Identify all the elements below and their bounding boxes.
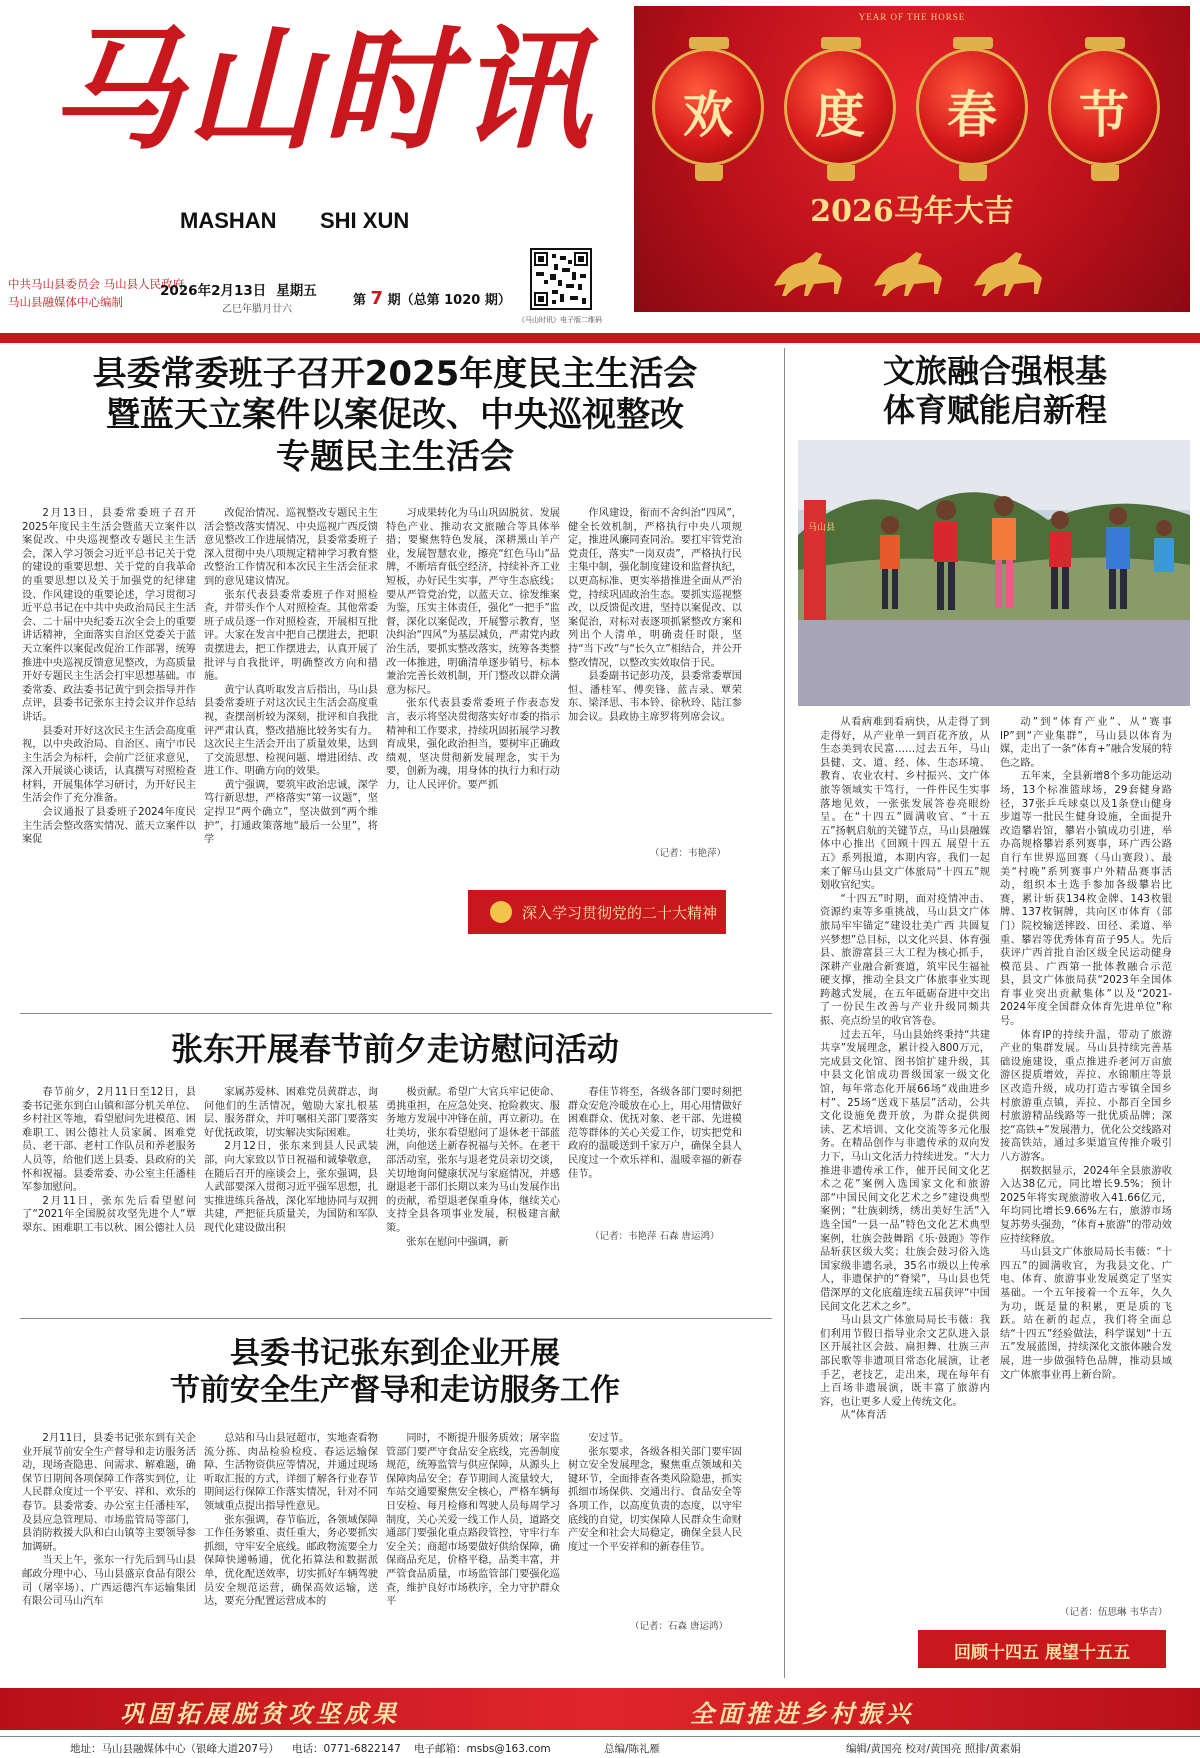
- article3-title[interactable]: [20, 1336, 770, 1409]
- article-divider-1: [20, 1013, 772, 1014]
- lantern-1: [652, 48, 764, 166]
- spring-festival-banner: [634, 6, 1190, 312]
- article3-col1: [22, 1432, 196, 1680]
- article3-title-line1: 县委书记张东到企业开展: [230, 1336, 560, 1371]
- spirit-tag-text: 深入学习贯彻党的二十大精神: [522, 904, 718, 922]
- paragraph: 马山县文广体旅局局长韦薇：“十四五”的圆满收官，为我县文化、广电、体育、旅游事业发展奠定了坚实基础。一个五年接着一个五年，久久为功，既是量的积累，更是质的飞跃。站在新的起点，我们将全面总结“十四五”经验做法，科学谋划“十五五”发展蓝图，持续深化文旅体融合发展，进一步做强特色品牌，推动县域文广体旅事业再上新台阶。: [1000, 1247, 1172, 1381]
- paragraph: 县委副书记彭功茂，县委常委覃国恒、潘桂军、傅奕锋、蓝吉录、覃荣东、梁泽思、韦本铃、徐秋玲、陆江参加会议。县政协主席罗将列席会议。: [568, 671, 742, 723]
- article2-col1: [22, 1086, 196, 1306]
- banner-top-text: YEAR OF THE HORSE: [858, 12, 966, 22]
- paragraph: 会议通报了县委班子2024年度民主生活会整改落实情况、蓝天立案件以案促: [22, 807, 196, 846]
- article4-byline: （记者：伍思琳 韦华吉）: [1060, 1607, 1168, 1618]
- paragraph: 黄宁认真听取发言后指出，马山县县委常委班子对这次民主生活会高度重视，查摆剖析较为深刻，批评和自我批评严肃认真，整改措施比较务实有力。这次民主生活会开出了质量效果，达到了交流思想、检视问题、增进团结、改进工作、明确方向的效果。: [204, 684, 378, 778]
- article4-title[interactable]: [800, 352, 1190, 430]
- article4-col1: [820, 716, 990, 1676]
- issue-number: 7: [370, 288, 384, 309]
- weekday: 星期五: [276, 283, 317, 299]
- article2-col4: [568, 1086, 742, 1226]
- paragraph: 张东代表县委常委班子作表态发言，表示将坚决贯彻落实好市委的指示精神和工作要求，持续巩固拓展学习教育成果，强化政治担当，要树牢正确政绩观，坚决贯彻新发展理念，实干为要，创新为魂，用身体的执行力和行动力，让人民评价。要严抓: [386, 698, 560, 791]
- paragraph: 2月11日，县委书记张东到有关企业开展节前安全生产督导和走访服务活动，现场查隐患、问需求、解难题，确保节日期间各项保障工作落实到位，让人民群众度过一个平安、祥和、欢乐的春节。县委常委、办公室主任潘桂军，及县应急管理局、市场监管局等部门，县消防救援大队和白山镇等主要领导参加调研。: [22, 1433, 196, 1553]
- paragraph: “十四五”时期，面对疫情冲击、资源约束等多重挑战，马山县文广体旅局牢牢锚定“建设壮美广西 共圆复兴梦想”总目标，以文化兴县、体育强县、旅游富县三大工程为核心抓手，深耕产业融合新赛道，筑牢民生福祉硬支撑，推动全县文广体旅事业实现跨越式发展，在五年砥砺奋进中交出了一份民生改善与产业升级同频共振、亮点纷呈的收官答卷。: [820, 893, 990, 1028]
- article2-col3: [386, 1086, 560, 1306]
- footer-email[interactable]: 电子邮箱：msbs@163.com: [414, 1743, 551, 1755]
- article1-title-line1: 县委常委班子召开2025年度民主生活会: [92, 354, 698, 394]
- article1-col3: [386, 507, 560, 887]
- footer-editors: 编辑/黄国亮 校对/黄国亮 照排/黄素娟: [846, 1743, 1021, 1755]
- issue-date: 2026年2月13日: [160, 283, 267, 299]
- lantern-char-4: 节: [1079, 85, 1129, 144]
- article2-col2: [204, 1086, 378, 1306]
- article3-col4: [568, 1432, 742, 1612]
- article4-title-line2: 体育赋能启新程: [882, 391, 1107, 430]
- paragraph: 春佳节将至，各级各部门要时刻把群众安危冷暖放在心上，用心用情做好困难群众、优抚对象、老干部、先进模范等群体的关心关爱工作，切实把党和政府的温暖送到千家万户，确保全县人民度过一个欢乐祥和、温暖幸福的新春佳节。: [568, 1087, 742, 1180]
- review-tag[interactable]: [918, 1630, 1166, 1668]
- paragraph: 安过节。: [588, 1433, 630, 1444]
- article1-col4: [568, 507, 742, 837]
- paragraph: 体育IP的持续升温，带动了旅游产业的集群发展。马山县持续完善基础设施建设，重点推进乔老河万亩旅游区提质增效，弄拉、水锦顺庄等景区改造升级，成功打造古零镇全国乡村旅游重点镇，弄拉、小都百全国乡村旅游精品线路等一批优质品牌；深挖“高铁+”发展潜力，优化公交线路对接高铁站，通过多渠道宣传推介吸引八方游客。: [1000, 1029, 1172, 1163]
- paragraph: 张东要求，各级各相关部门要牢固树立安全发展理念，聚焦重点领域和关键环节，全面排查各类风险隐患，抓实抓细市场保供、交通出行、食品安全等各项工作，以高度负责的态度，以守牢底线的自觉，切实保障人民群众生命财产安全和社会大局稳定，确保全县人民度过一个平安祥和的新春佳节。: [568, 1446, 742, 1553]
- lantern-4: [1048, 48, 1160, 166]
- pinyin-mashan: MASHAN: [180, 208, 277, 233]
- slogan-bar: [0, 1688, 1200, 1730]
- article1-col1: [22, 507, 196, 1007]
- footer-address: 地址：马山县融媒体中心（银峰大道207号）: [70, 1743, 280, 1755]
- paragraph: 2月13日，县委常委班子召开2025年度民主生活会暨蓝天立案件以案促改、中央巡视整改专题民主生活会，深入学习领会习近平总书记关于党的建设的重要思想、关于党的自我革命的重要思想以及关于加强党的纪律建设、作风建设的重要论述，学习贯彻习近平总书记在中共中央政治局民主生活会、二十届中央纪委五次全会上的重要讲话精神，全面落实自治区党委关于蓝天立案件以案促改促治工作部署，统筹推进中央巡视反馈意见整改，为高质量开好专题民主生活会打牢思想基础。市委常委、政法委书记黄宁到会指导并作点评，县委书记张东主持会议并作总结讲话。: [22, 508, 196, 723]
- article3-col3: [386, 1432, 560, 1680]
- paragraph: 张东代表县委常委班子作对照检查，并带头作个人对照检查。其他常委班子成员逐一作对照检查，开展相互批评。大家在发言中把自己摆进去，把职责摆进去，把工作摆进去，认真开展了批评与自我批评，明确整改方向和措施。: [204, 589, 378, 683]
- lantern-3: [916, 48, 1028, 166]
- paragraph: 作风建设，衔而不舍纠治“四风”，健全长效机制，严格执行中央八项规定，推进风廉同查同治。要扛牢管党治党责任，落实“一岗双责”，严格执行民主集中制，强化制度建设和监督执纪，以更高标准、更实举措推进全面从严治党，持续巩固政治生态。要抓实巡视整改，以反馈促改进，坚持以案促改、以案促治，对标对表逐项抓紧整改方案和列出个人清单，明确责任时限，坚持“当下改”与“长久立”相结合，并公开整改情况，以整改实效取信于民。: [568, 508, 742, 669]
- paragraph: 2月12日，张东来到县人民武装部，向大家致以节日祝福和诚挚敬意，在随后召开的座谈会上，张东强调，县人武部要深入贯彻习近平强军思想，扎实推进练兵备战，深化军地协同与双拥共建，严把征兵质量关，为国防和军队现代化建设做出积: [204, 1141, 378, 1234]
- paragraph: 家属苏爱林、困难党员黄群志，询问他们的生活情况，勉励大家扎根基层、服务群众，并叮嘱相关部门要落实好优抚政策，切实解决实际困难。: [204, 1087, 378, 1139]
- article3-byline: （记者：石森 唐运鸿）: [630, 1621, 729, 1632]
- article2-byline: （记者：韦艳萍 石森 唐运鸿）: [590, 1231, 720, 1242]
- masthead: [0, 0, 1200, 330]
- paragraph: 五年来，全县新增8个多功能运动场，13个标准篮球场，29套健身路径，37张乒乓球桌以及1条登山健身步道等一批民生健身设施，全面提升改造攀岩馆，攀岩小镇成功引进，举办高规格攀岩系列赛事，环广西公路自行车世界巡回赛（马山赛段）、最美“村晚”系列赛事户外精品赛事活动，组织本土选手参加各级攀岩比赛，累计斩获134枚金牌、143枚银牌、137枚铜牌，共向区市体育（部门）院校输送摔跤、田径、柔道、举重、攀岩等优秀体育苗子95人。先后获评广西首批自治区级全民运动健身模范县、广西第一批体教融合示范县，县文广体旅局获“2023年全国体育事业突出贡献集体”以及“2021-2024年度全国群众体育先进单位”称号。: [1000, 771, 1172, 1028]
- paragraph: 从看病难到看病快，从走得了到走得好，从产业单一到百花齐放，从生态美到农民富……过去五年，马山县健、文、道、经、体、生态环境、教育、农业农村、乡村振兴、文广体旅等领域实干笃行，一件件民生实事落地见效，一张张发展答卷亮眼纷呈。在“十四五”圆满收官、“十五五”扬帆启航的关键节点，马山县融媒体中心推出《回顾十四五 展望十五五》系列报道，本期内容，我们一起来了解马山县文广体旅局“十四五”规划收官纪实。: [820, 717, 990, 892]
- issue-suffix: 期（总第 1020 期）: [387, 293, 511, 308]
- date-line: [160, 279, 317, 299]
- article1-col2: [204, 507, 378, 1007]
- golden-horses-icon: [764, 234, 1064, 304]
- paragraph: 张东在慰问中强调，新: [406, 1236, 509, 1248]
- masthead-divider: [0, 333, 1200, 343]
- footer: [0, 1736, 1200, 1758]
- footer-phone: 电话：0771-6822147: [292, 1743, 401, 1755]
- newspaper-logo: [20, 15, 610, 190]
- marathon-photo: [798, 440, 1190, 706]
- lantern-char-2: 度: [815, 85, 865, 144]
- paragraph: 改促治情况、巡视整改专题民主生活会整改落实情况、中央巡视广西反馈意见整改工作进展情况，县委常委班子深入贯彻中央八项规定精神学习教育整改整治工作情况和本次民主生活会征求到的意见建议情况。: [204, 508, 378, 587]
- issue-prefix: 第: [353, 293, 367, 308]
- issue-number-line: [353, 288, 511, 309]
- lantern-char-1: 欢: [683, 85, 733, 144]
- paragraph: 同时，不断提升服务质效；屠宰监管部门要严守食品安全底线，完善制度规范，统筹监管与供应保障，从源头上保障肉品安全；春节期间人流量较大，车站交通要聚焦安全核心，严格车辆每日安检、每月检修和驾驶人员每周学习制度，关心关爱一线工作人员，道路交通部门要强化重点路段管控，守牢行车安全关；商超市场要做好供给保障，确保商品充足，价格平稳，品类丰富，并严管食品质量，市场监管部门要强化巡查，维护良好市场秩序，全力守护群众平: [386, 1433, 560, 1608]
- paragraph: 动”到“体育产业”、从“赛事IP”到“产业集群”，马山县以体育为媒，走出了一条“体育+”融合发展的特色之路。: [1000, 717, 1172, 769]
- column-divider: [784, 348, 785, 1678]
- paragraph: 习成果转化为马山巩固脱贫、发展特色产业、推动农文旅融合等具体举措；要聚焦特色发展，深耕黑山羊产业，发展智慧农业，擦亮“红色马山”品牌，不断培育低空经济，持续补齐工业短板，办好民生实事，严守生态底线；要从严管党治党，以蓝天立、徐发维案为鉴，压实主体责任，强化“一把手”监督，深化以案促改，开展警示教育，坚决纠治“四风”为基层减负，严肃党内政治生活，要抓实整改落实，统筹各类整改一体推进，明确清单逐步销号，标本兼治完善长效机制，开门整改以群众满意为标尺。: [386, 508, 560, 696]
- footer-chief-editor: 总编/陈礼雁: [604, 1743, 661, 1755]
- publisher-line-2: 马山县融媒体中心编制: [8, 295, 123, 309]
- slogan-left: 巩固拓展脱贫攻坚成果: [120, 1699, 400, 1728]
- paragraph: 县委对开好这次民主生活会高度重视，以中央政治局、自治区、南宁市民主生活会为标杆，会前广泛征求意见，深入开展谈心谈话，认真撰写对照检查材料，开展集体学习研讨，为开好民主生活会作了充分准备。: [22, 725, 196, 805]
- lantern-char-3: 春: [947, 85, 997, 144]
- party-emblem-icon: [490, 901, 512, 923]
- article1-title-line2: 暨蓝天立案件以案促改、中央巡视整改: [106, 395, 684, 436]
- article4-title-line1: 文旅融合强根基: [882, 352, 1107, 390]
- paragraph: 过去五年，马山县始终秉持“共建共享”发展理念，累计投入800万元，完成县文化馆、图书馆扩建升级，其中县文化馆成功晋级国家一级文化馆，每年常态化开展66场“戏曲进乡村”、25场“送戏下基层”活动，公共文化设施免费开放，为群众提供阅读、艺术培训、文化交流等多元化服务。在精品创作与非遗传承的双向发力下，马山文化活力持续迸发。“大力推进非遗传承工作，催开民间文化艺术之花”案例入选国家文化和旅游部“中国民间文化艺术之乡”建设典型案例；“壮族刺绣，绣出美好生活”入选全国“一县一品”特色文化艺术典型案例，壮族会鼓舞蹈《乐·鼓跑》等作品斩获区级大奖；壮族会鼓习俗入选国家级非遗名录，35名市级以上传承人，非遗保护的“脊梁”，马山县也凭借深厚的文化底蕴连续五届获评“中国民间文化艺术之乡”。: [820, 1029, 990, 1313]
- paragraph: 极贡献。希望广大官兵牢记使命、勇挑重担，在应急处突、抢险救灾、服务地方发展中冲锋在前，再立新功。在壮美坊，张东看望慰问了退休老干部蓝洲，向他送上新春祝福与关怀。在老干部活动室，张东与退老党员亲切交谈，关切地询问健康状况与家庭情况，并感谢退老干部们长期以来为马山发展作出的贡献，希望退老保重身体，继续关心支持全县各项事业发展，积极建言献策。: [386, 1087, 560, 1234]
- paragraph: 从“体育活: [840, 1410, 887, 1422]
- paragraph: 春节前夕，2月11日至12日，县委书记张东到白山镇和部分机关单位、乡村社区等地，看望慰问先进模范、困难职工、困公德社人员家属、困难党员、老干部、老村工作队员和养老服务人员等，给他们送上县委、县政府的关怀和祝福。县委常委、办公室主任潘桂军参加慰问。: [22, 1087, 196, 1194]
- paragraph: 张东强调，春节临近，各领域保障工作任务繁重、责任重大，务必要抓实抓细，守牢安全底线。邮政物流要全力保障快递畅通，优化拓算法和数据派单，优化配送效率，切实抓好车辆驾驶员安全规范运营，确保高效运输，送达，要充分配置运营成本的: [204, 1514, 378, 1608]
- marathon-photo-scene: [798, 440, 1190, 706]
- review-tag-text: 回顾十四五 展望十五五: [954, 1643, 1130, 1663]
- article1-byline: （记者：韦艳萍）: [650, 848, 727, 859]
- paragraph: 总站和马山县冠超市，实地查看物流分拣、肉品检验检疫、春运运输保障、生活物资供应等情况，并通过现场听取汇报的方式，详细了解各行业春节期间运行保障工作落实情况，针对不同领域重点提出指导性意见。: [204, 1433, 378, 1512]
- paragraph: 马山县文广体旅局局长韦薇：我们利用节假日指导业余文艺队进入景区开展社区会鼓、扁担舞、壮族三声部民歌等非遗项目常态化展演，让老手艺，老技艺，走出来，现在每年有上百场非遗展演，既丰富了旅游内容，也让更多人爱上传统文化。: [820, 1315, 990, 1408]
- qr-caption: 《马山时讯》电子版二维码: [518, 316, 602, 324]
- logo-text: 马山时讯: [50, 13, 594, 168]
- pinyin-shixun: SHI XUN: [320, 208, 410, 233]
- article1-title[interactable]: [20, 354, 770, 478]
- publisher-info: [8, 275, 184, 311]
- photo-banner-text: 马山县: [808, 523, 836, 533]
- article3-title-line2: 节前安全生产督导和走访服务工作: [170, 1372, 620, 1408]
- qr-pattern: [532, 250, 590, 308]
- article-divider-2: [20, 1318, 772, 1319]
- article1-title-line3: 专题民主生活会: [276, 436, 514, 477]
- article2-title[interactable]: 张东开展春节前夕走访慰问活动: [170, 1030, 619, 1068]
- lantern-2: [784, 48, 896, 166]
- publisher-line-1: 中共马山县委员会 马山县人民政府: [8, 277, 185, 291]
- lunar-date: 乙巳年腊月廿六: [222, 304, 292, 315]
- article3-col2: [204, 1432, 378, 1680]
- paragraph: 据数据显示，2024年全县旅游收入达38亿元，同比增长9.5%；预计2025年将实现旅游收入41.66亿元，年均同比增长9.66%左右，旅游市场复苏势头强劲，“体育+旅游”的带动效应持续释放。: [1000, 1165, 1172, 1245]
- paragraph: 黄宁强调，要筑牢政治忠诚，深学笃行新思想，严格落实“第一议题”，坚定捍卫“两个确立”，坚决做到“两个维护”，打通政策落地“最后一公里”，将学: [204, 779, 378, 846]
- spirit-tag[interactable]: [468, 890, 726, 934]
- article4-col2: [1000, 716, 1172, 1596]
- paragraph: 当天上午，张东一行先后到马山县邮政分理中心、马山县盛京食品有限公司（屠宰场）、广西运德汽车运输集团有限公司马山汽车: [22, 1555, 196, 1608]
- banner-slogan: 2026马年大吉: [810, 194, 1014, 229]
- qr-code-icon[interactable]: [530, 248, 592, 310]
- slogan-right: 全面推进乡村振兴: [690, 1699, 914, 1728]
- paragraph: 2月11日，张东先后看望慰问了“2021年全国脱贫攻坚先进个人”覃翠东、困难职工韦以秋、困公德社人员: [22, 1195, 196, 1234]
